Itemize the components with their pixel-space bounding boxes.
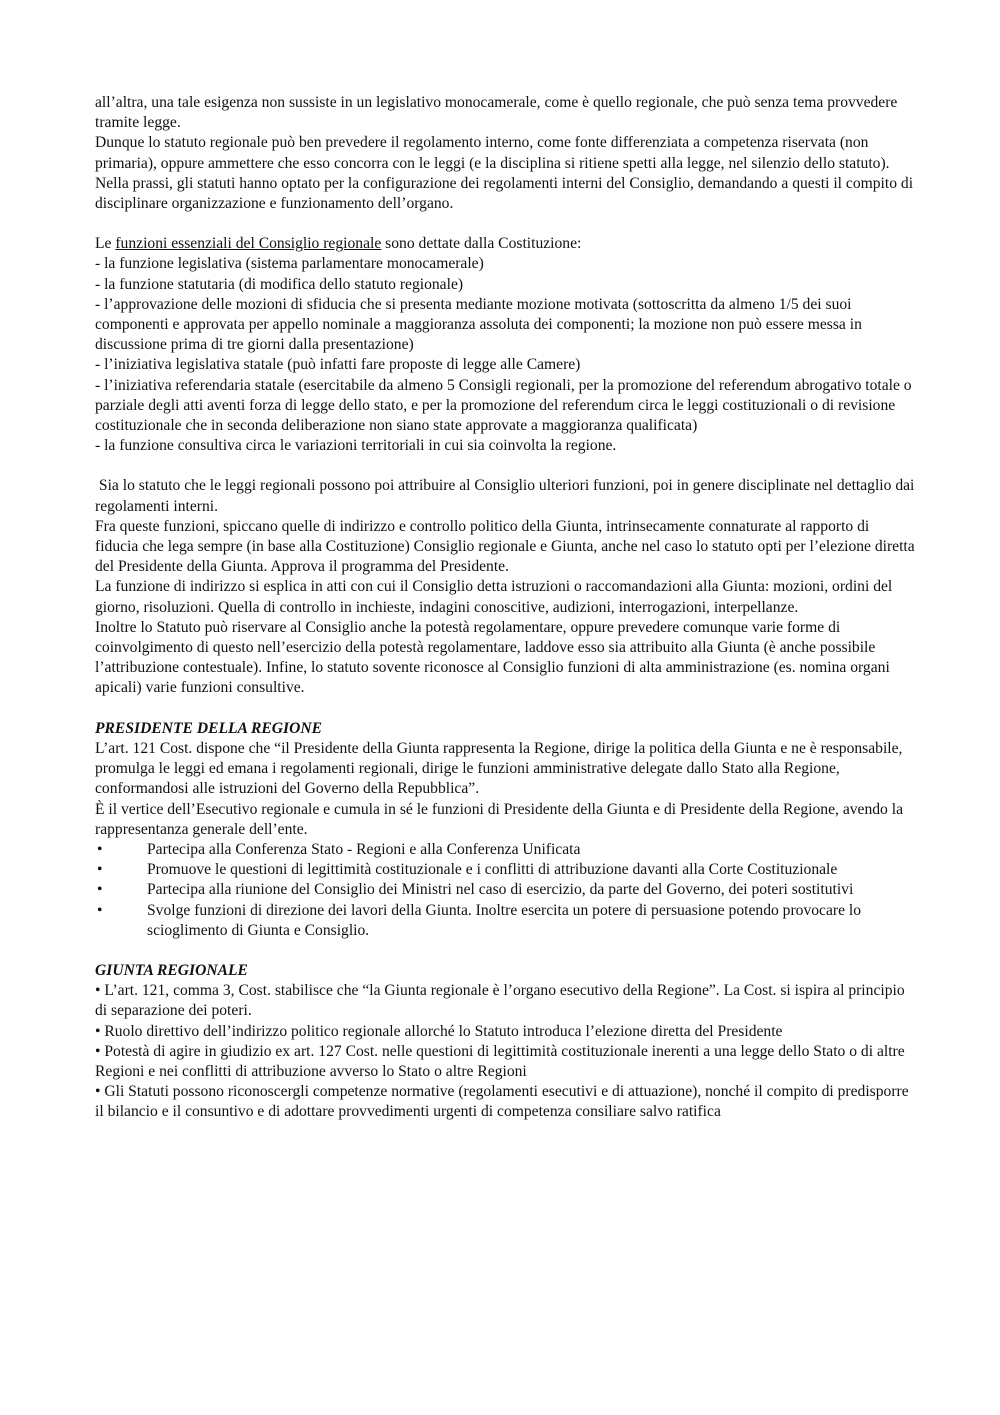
funzioni-lead (95, 234, 915, 254)
presidente-bullet-item (95, 901, 915, 941)
funzioni-item: - la funzione consultiva circa le variazioni territoriali in cui sia coinvolta la regione. (95, 437, 617, 455)
funzioni-lead-post: sono dettate dalla Costituzione: (381, 235, 582, 253)
spacer (95, 214, 915, 234)
giunta-item: • L’art. 121, comma 3, Cost. stabilisce che “la Giunta regionale è l’organo esecutivo della Regione”. La Cost. si ispira al principio di separazione dei poteri. (95, 982, 905, 1020)
presidente-paragraph-1: L’art. 121 Cost. dispone che “il Presidente della Giunta rappresenta la Regione, dirige la politica della Giunta e ne è responsabile, promulga le leggi ed emana i regolamenti regionali, dirige le funzioni amministrative delegate dallo Stato alla Regione, conformandosi alle istruzioni del Governo della Repubblica”. (95, 739, 903, 798)
giunta-item: • Ruolo direttivo dell’indirizzo politico regionale allorché lo Statuto introduca l’elezione diretta del Presidente (95, 1022, 783, 1040)
intro-paragraph-2: Dunque lo statuto regionale può ben prevedere il regolamento interno, come fonte differenziata a competenza riservata (non primaria), oppure ammettere che esso concorra con le leggi (e la disciplina si ritiene spetti alla legge, nel silenzio dello statuto). (95, 134, 890, 172)
intro-paragraph-1: all’altra, una tale esigenza non sussiste in un legislativo monocamerale, come è quello regionale, che può senza tema provvedere tramite legge. (95, 94, 898, 132)
presidente-bullet-text: Partecipa alla riunione del Consiglio dei Ministri nel caso di esercizio, da parte del Governo, dei poteri sostitutivi (147, 881, 854, 899)
presidente-bullet-list (95, 840, 915, 941)
presidente-bullet-text: Promuove le questioni di legittimità costituzionale e i conflitti di attribuzione davanti alla Corte Costituzionale (147, 861, 838, 879)
funzioni-lead-pre: Le (95, 235, 116, 253)
giunta-item: • Potestà di agire in giudizio ex art. 127 Cost. nelle questioni di legittimità costituzionale inerenti a una legge dello Stato o di altre Regioni e nei conflitti di attribuzione avverso lo Stato o altre Regioni (95, 1042, 905, 1080)
section-heading-presidente: PRESIDENTE DELLA REGIONE (95, 719, 323, 737)
ulteriori-paragraph-3: La funzione di indirizzo si esplica in atti con cui il Consiglio detta istruzioni o raccomandazioni alla Giunta: mozioni, ordini del giorno, risoluzioni. Quella di controllo in inchieste, indagini conoscitive, audizioni, interrogazioni, interpellanze. (95, 578, 893, 616)
spacer (95, 456, 915, 476)
funzioni-item: - la funzione legislativa (sistema parlamentare monocamerale) (95, 255, 484, 273)
bullet-icon: • (97, 901, 103, 919)
bullet-icon: • (97, 840, 103, 858)
funzioni-item: - l’approvazione delle mozioni di sfiducia che si presenta mediante mozione motivata (sottoscritta da almeno 1/5 dei suoi componenti e approvata per appello nominale a maggioranza assoluta dei componenti; la mozione non può essere messa in discussione prima di tre giorni dalla presentazione) (95, 295, 862, 354)
presidente-bullet-text: Partecipa alla Conferenza Stato - Regioni e alla Conferenza Unificata (147, 840, 581, 858)
ulteriori-paragraph-1: Sia lo statuto che le leggi regionali possono poi attribuire al Consiglio ulteriori funzioni, poi in genere disciplinate nel dettaglio dai regolamenti interni. (95, 477, 919, 515)
presidente-bullet-item (95, 880, 915, 900)
presidente-bullet-text: Svolge funzioni di direzione dei lavori della Giunta. Inoltre esercita un potere di persuasione potendo provocare lo scioglimento di Giunta e Consiglio. (147, 901, 862, 939)
intro-paragraph-3: Nella prassi, gli statuti hanno optato per la configurazione dei regolamenti interni del Consiglio, demandando a questi il compito di disciplinare organizzazione e funzionamento dell’organo. (95, 174, 914, 213)
funzioni-item: - la funzione statutaria (di modifica dello statuto regionale) (95, 275, 464, 293)
bullet-icon: • (97, 881, 103, 899)
section-heading-giunta: GIUNTA REGIONALE (95, 961, 248, 979)
document-page (95, 93, 919, 1123)
spacer (95, 941, 915, 961)
ulteriori-paragraph-4: Inoltre lo Statuto può riservare al Consiglio anche la potestà regolamentare, oppure prevedere comunque varie forme di coinvolgimento di questo nell’esercizio della potestà regolamentare, laddove esso sia attribuito alla Giunta (è anche possibile l’attribuzione contestuale). Infine, lo statuto sovente riconosce al Consiglio funzioni di alta amministrazione (es. nomina organi apicali) varie funzioni consultive. (95, 618, 890, 697)
bullet-icon: • (97, 861, 103, 879)
presidente-bullet-item (95, 840, 915, 860)
ulteriori-paragraph-2: Fra queste funzioni, spiccano quelle di indirizzo e controllo politico della Giunta, intrinsecamente connaturate al rapporto di fiducia che lega sempre (in base alla Costituzione) Consiglio regionale e Giunta, anche nel caso lo statuto opti per l’elezione diretta del Presidente della Giunta. Approva il programma del Presidente. (95, 517, 915, 576)
presidente-paragraph-2: È il vertice dell’Esecutivo regionale e cumula in sé le funzioni di Presidente della Giunta e di Presidente della Regione, avendo la rappresentanza generale dell’ente. (95, 800, 904, 838)
funzioni-lead-underlined: funzioni essenziali del Consiglio regionale (115, 235, 382, 253)
funzioni-item: - l’iniziativa referendaria statale (esercitabile da almeno 5 Consigli regionali, per la promozione del referendum abrogativo totale o parziale degli atti aventi forza di legge dello stato, e per la promozione del referendum circa le leggi costituzionali o di revisione costituzionale che in seconda deliberazione non siano state approvate a maggioranza qualificata) (95, 376, 912, 435)
spacer (95, 699, 915, 719)
giunta-item: • Gli Statuti possono riconoscergli competenze normative (regolamenti esecutivi e di attuazione), nonché il compito di predisporre il bilancio e il consuntivo e di adottare provvedimenti urgenti di competenza consiliare salvo ratifica (95, 1083, 909, 1121)
funzioni-item: - l’iniziativa legislativa statale (può infatti fare proposte di legge alle Camere) (95, 356, 581, 374)
presidente-bullet-item (95, 860, 915, 880)
